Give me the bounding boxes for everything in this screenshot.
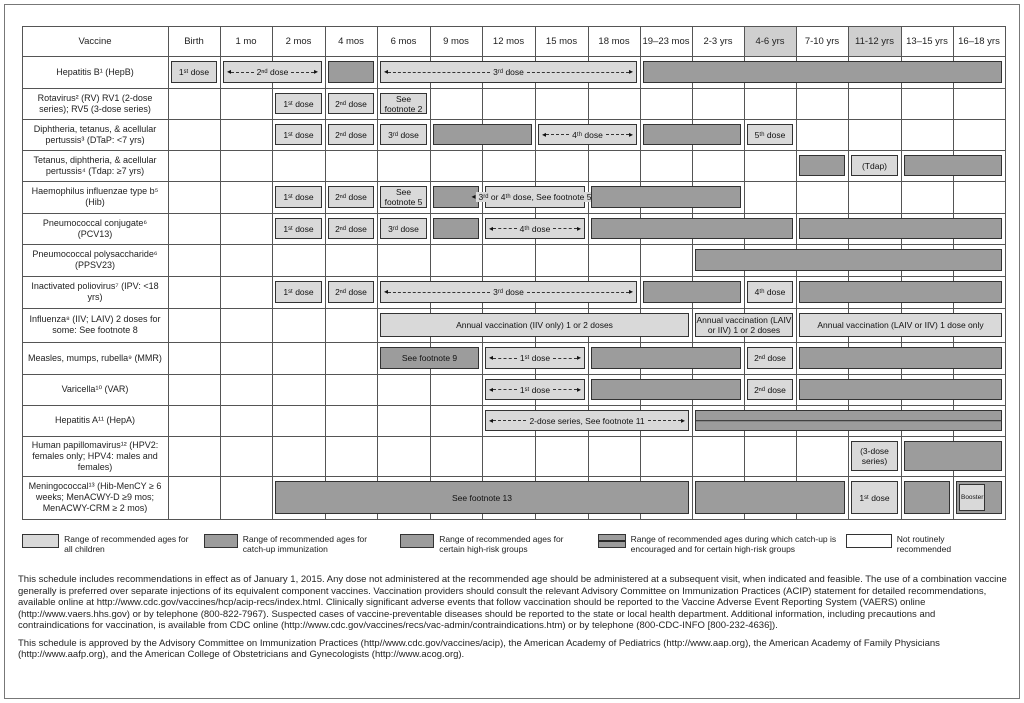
arrowhead-right-icon: ▸ <box>628 129 633 139</box>
grid-col-line <box>325 26 326 519</box>
booster-cell <box>956 481 1002 514</box>
dose-label: 2ⁿᵈ dose <box>754 384 786 395</box>
grid-col-line <box>588 26 589 519</box>
vaccine-name-1: Rotavirus² (RV) RV1 (2-dose series); RV5 (3-dose series) <box>37 92 153 114</box>
range-bar <box>904 155 1002 176</box>
dose-label: 2-dose series, See footnote 11 <box>526 416 647 426</box>
dose-box <box>851 441 898 471</box>
legend-swatch <box>598 534 626 548</box>
header-age-15: 16–18 yrs <box>958 35 1000 47</box>
grid-col-line <box>640 26 641 519</box>
vaccine-name-2: Diphtheria, tetanus, & acellular pertussis³ (DTaP: <7 yrs) <box>33 123 157 145</box>
grid-row-line <box>22 56 1006 57</box>
dose-label: 3ʳᵈ dose <box>388 129 419 140</box>
arrowhead-right-icon: ▸ <box>628 67 633 76</box>
dose-label: 1ˢᵗ dose <box>283 287 314 297</box>
legend-label: Range of recommended ages for certain high-risk groups <box>439 534 564 554</box>
arrowhead-right-icon: ▸ <box>576 353 581 362</box>
legend-item-band <box>598 534 838 554</box>
dose-box <box>380 347 479 369</box>
vaccine-name-9: Measles, mumps, rubella⁹ (MMR) <box>28 352 162 363</box>
dose-box <box>328 218 374 239</box>
arrow-dash <box>553 358 577 359</box>
header-age-1: 1 mo <box>235 35 257 47</box>
dose-range-arrow <box>485 347 585 369</box>
grid-row-line <box>22 213 1006 214</box>
dose-label: 2ⁿᵈ dose <box>335 287 367 297</box>
dose-label: 1ˢᵗ dose <box>283 223 314 234</box>
header-vaccine: Vaccine <box>78 35 112 47</box>
arrow-line <box>542 125 633 144</box>
arrow-dash <box>648 420 681 421</box>
dose-label: 1ˢᵗ dose <box>517 353 553 363</box>
vaccine-name-4: Haemophilus influenzae type b⁵ (Hib) <box>31 186 159 207</box>
grid-col-line <box>22 26 23 519</box>
range-bar <box>591 347 741 369</box>
header-age-13: 11-12 yrs <box>848 26 901 56</box>
dose-label: 2ⁿᵈ dose <box>335 192 367 202</box>
header-age-0: Birth <box>184 35 204 47</box>
grid-row-line <box>22 181 1006 182</box>
grid-col-line <box>535 26 536 519</box>
dose-box <box>328 186 374 208</box>
dose-label: See footnote 5 <box>384 187 423 207</box>
dose-label: Annual vaccination (LAIV or IIV) 1 or 2 doses <box>696 315 792 335</box>
arrowhead-right-icon: ▸ <box>681 415 686 425</box>
legend-label: Range of recommended ages for catch-up immunization <box>242 534 368 554</box>
arrowhead-left-icon: ◂ <box>542 129 547 139</box>
grid-row-line <box>22 405 1006 406</box>
arrow-dash <box>553 389 577 390</box>
arrow-dash <box>291 72 314 73</box>
range-bar <box>799 218 1002 239</box>
vaccine-name-8: Influenza⁸ (IIV; LAIV) 2 doses for some: See footnote 8 <box>29 314 161 335</box>
dose-box <box>747 347 793 369</box>
arrowhead-left-icon: ◂ <box>471 192 476 201</box>
dose-box <box>275 124 322 145</box>
dose-range-arrow <box>380 61 637 83</box>
legend-item-rec <box>22 534 192 554</box>
arrow-dash <box>527 292 629 293</box>
dose-box <box>275 218 322 239</box>
header-age-3: 4 mos <box>338 35 364 47</box>
header-age-6: 12 mos <box>492 35 525 47</box>
grid-row-line <box>22 308 1006 309</box>
arrow-line <box>227 62 318 82</box>
arrow-dash <box>527 72 629 73</box>
range-bar <box>643 61 1002 83</box>
arrowhead-left-icon: ◂ <box>227 67 232 76</box>
dose-box <box>380 124 427 145</box>
dose-label: See footnote 9 <box>401 353 458 363</box>
dose-box <box>799 313 1002 337</box>
range-bar <box>695 249 1002 271</box>
grid-col-line <box>220 26 221 519</box>
arrow-line <box>384 62 633 82</box>
dose-range-arrow <box>485 410 689 431</box>
grid-row-line <box>22 244 1006 245</box>
arrowhead-left-icon: ◂ <box>489 353 494 362</box>
dose-label: 2ⁿᵈ dose <box>335 98 367 109</box>
range-bar <box>799 347 1002 369</box>
arrow-line <box>471 187 592 207</box>
dose-box <box>275 186 322 208</box>
range-bar <box>591 379 741 400</box>
dose-box <box>695 313 793 337</box>
booster-dose: Booster <box>959 484 985 511</box>
grid-col-line <box>848 26 849 519</box>
dose-box <box>380 313 689 337</box>
legend-swatch <box>400 534 434 548</box>
vaccine-name-5: Pneumococcal conjugate⁶ (PCV13) <box>42 217 148 239</box>
grid-col-line <box>796 26 797 519</box>
vaccine-name-10: Varicella¹⁰ (VAR) <box>61 384 129 394</box>
arrow-line <box>489 380 581 399</box>
arrowhead-left-icon: ◂ <box>384 67 389 76</box>
range-bar <box>695 410 1002 431</box>
header-age-5: 9 mos <box>443 35 469 47</box>
header-age-4: 6 mos <box>390 35 417 47</box>
arrow-dash <box>231 72 254 73</box>
dose-label: 1ˢᵗ dose <box>859 492 890 503</box>
dose-box <box>851 481 898 514</box>
grid-row-line <box>22 374 1006 375</box>
dose-range-arrow <box>538 124 637 145</box>
legend-item-highrisk <box>400 534 590 554</box>
header-age-10: 2-3 yrs <box>703 35 733 47</box>
vaccine-name-13: Meningococcal¹³ (Hib-MenCY ≥ 6 weeks; MenACWY-D ≥9 mos; MenACWY-CRM ≥ 2 mos) <box>28 481 162 513</box>
dose-label: 5ᵗʰ dose <box>754 129 786 140</box>
dose-label: 4ᵗʰ dose <box>517 224 554 234</box>
dose-range-arrow <box>485 379 585 400</box>
vaccine-name-3: Tetanus, diphtheria, & acellular pertussis⁴ (Tdap: ≥7 yrs) <box>33 154 157 176</box>
header-age-12: 7-10 yrs <box>804 35 840 47</box>
dose-label: 1ˢᵗ dose <box>283 129 314 140</box>
dose-label: Annual vaccination (LAIV or IIV) 1 dose only <box>817 320 984 330</box>
legend-item-none <box>846 534 996 554</box>
legend <box>0 528 1024 568</box>
dose-box <box>747 379 793 400</box>
note-paragraph-1: This schedule includes recommendations in effect as of January 1, 2015. Any dose not administered at the recommended age should be administered at a subsequent visit, when indicated and feasible. The use of a combination vaccine generally is preferred over separate injections of its equivalent component vaccines. Vaccination providers should consult the relevant Advisory Committee on Immunization Practices (ACIP) statement for detailed recommendations, available online at http://www.cdc.gov/vaccines/hcp/acip-recs/index.html. Clinically significant adverse events that follow vaccination should be reported to the Vaccine Adverse Event Reporting System (VAERS) online (http://www.vaers.hhs.gov) or by telephone (800-822-7967). Suspected cases of vaccine-preventable diseases should be reported to the state or local health department. Additional information, including precautions and contraindications for vaccination, is available from CDC online (http://www.cdc.gov/vaccines/recs/vac-admin/contraindications.htm) or by telephone (800-CDC-INFO [800-232-4636]). <box>18 574 1007 631</box>
dose-box <box>275 281 322 303</box>
dose-label: 1ˢᵗ dose <box>283 98 314 109</box>
grid-row-line <box>22 119 1006 120</box>
arrowhead-left-icon: ◂ <box>489 223 494 233</box>
dose-label: Annual vaccination (IIV only) 1 or 2 doses <box>456 320 613 330</box>
legend-item-catchup <box>204 534 389 554</box>
note-paragraph-2: This schedule is approved by the Advisory Committee on Immunization Practices (http//www.cdc.gov/vaccines/acip), the American Academy of Pediatrics (http://www.aap.org), the American Academy of Family Physicians (http://www.aafp.org), and the American College of Obstetricians and Gynecologists (http://www.acog.org). <box>18 637 940 660</box>
vaccine-name-7: Inactivated poliovirus⁷ (IPV: <18 yrs) <box>31 281 159 302</box>
grid-col-line <box>377 26 378 519</box>
dose-label: 3ʳᵈ dose <box>388 223 419 234</box>
dose-box <box>328 93 374 114</box>
dose-box <box>275 93 322 114</box>
grid-row-line <box>22 150 1006 151</box>
grid-row-line <box>22 436 1006 437</box>
arrow-dash <box>606 134 629 135</box>
legend-swatch <box>22 534 59 548</box>
dose-label: 2ⁿᵈ dose <box>254 67 292 77</box>
dose-label: 2ⁿᵈ dose <box>754 353 786 363</box>
header-age-7: 15 mos <box>545 35 578 47</box>
arrowhead-right-icon: ▸ <box>628 287 633 296</box>
arrow-dash <box>493 358 517 359</box>
grid-row-line <box>22 88 1006 89</box>
dose-box <box>328 281 374 303</box>
dose-label: 4ᵗʰ dose <box>754 287 786 297</box>
grid-col-line <box>272 26 273 519</box>
grid-row-line <box>22 26 1006 27</box>
range-bar <box>328 61 374 83</box>
arrowhead-left-icon: ◂ <box>489 415 494 425</box>
header-age-14: 13–15 yrs <box>906 35 948 47</box>
dose-box <box>328 124 374 145</box>
dose-label: 2ⁿᵈ dose <box>335 223 367 234</box>
dose-box <box>747 281 793 303</box>
range-bar <box>643 281 741 303</box>
arrowhead-right-icon: ▸ <box>313 67 318 76</box>
vaccine-name-0: Hepatitis B¹ (HepB) <box>56 66 134 77</box>
arrowhead-right-icon: ▸ <box>576 384 581 394</box>
footnotes <box>18 574 1008 667</box>
dose-label: 1ˢᵗ dose <box>517 385 553 395</box>
arrow-line <box>384 282 633 302</box>
arrow-dash <box>388 72 490 73</box>
dose-label: (Tdap) <box>861 160 888 171</box>
dose-box <box>275 481 689 514</box>
vaccine-name-6: Pneumococcal polysaccharide⁶ (PPSV23) <box>32 249 158 270</box>
legend-label: Not routinely recommended <box>896 534 952 554</box>
legend-swatch <box>846 534 892 548</box>
arrow-dash <box>546 134 569 135</box>
arrow-dash <box>493 228 517 229</box>
grid-col-line <box>744 26 745 519</box>
dose-box <box>380 218 427 239</box>
dose-label: 3ʳᵈ dose <box>490 287 527 297</box>
range-bar <box>799 155 845 176</box>
dose-label: 3ʳᵈ dose <box>490 67 527 77</box>
dose-label: See footnote 2 <box>384 93 423 114</box>
dose-label: (3-dose series) <box>860 446 889 466</box>
grid-row-line <box>22 276 1006 277</box>
grid-col-line <box>430 26 431 519</box>
dose-label: See footnote 13 <box>451 492 513 503</box>
arrow-line <box>489 219 581 238</box>
dose-range-arrow <box>485 218 585 239</box>
arrow-dash <box>388 292 490 293</box>
range-bar <box>591 186 741 208</box>
grid-col-line <box>168 26 169 519</box>
dose-box <box>171 61 217 83</box>
vaccine-name-12: Human papillomavirus¹² (HPV2: females only; HPV4: males and females) <box>31 439 159 472</box>
range-bar <box>591 218 793 239</box>
header-age-11: 4-6 yrs <box>744 26 796 56</box>
legend-swatch-line <box>599 540 625 542</box>
dose-box <box>747 124 793 145</box>
legend-label: Range of recommended ages for all children <box>64 534 189 554</box>
header-age-9: 19–23 mos <box>642 35 690 47</box>
dose-label: 1ˢᵗ dose <box>178 67 210 77</box>
grid-row-line <box>22 519 1006 520</box>
range-bar <box>799 281 1002 303</box>
grid-row-line <box>22 476 1006 477</box>
arrowhead-right-icon: ▸ <box>576 223 581 233</box>
legend-label: Range of recommended ages during which catch-up is encouraged and for certain high-risk groups <box>630 534 837 554</box>
dose-range-arrow <box>471 186 592 208</box>
range-bar <box>799 379 1002 400</box>
arrow-dash <box>493 420 526 421</box>
grid-col-line <box>901 26 902 519</box>
dose-box <box>380 186 427 208</box>
dose-box <box>380 93 427 114</box>
arrow-dash <box>553 228 577 229</box>
range-bar <box>433 124 532 145</box>
range-bar <box>904 481 950 514</box>
arrow-line <box>489 348 581 368</box>
dose-box <box>851 155 898 176</box>
dose-label: 2ⁿᵈ dose <box>335 129 367 140</box>
dose-range-arrow <box>223 61 322 83</box>
vaccine-name-11: Hepatitis A¹¹ (HepA) <box>54 415 136 425</box>
range-bar <box>643 124 741 145</box>
arrowhead-left-icon: ◂ <box>489 384 494 394</box>
dose-label: 4ᵗʰ dose <box>569 130 606 140</box>
header-age-8: 18 mos <box>598 35 630 47</box>
grid-col-line <box>482 26 483 519</box>
range-bar <box>904 441 1002 471</box>
range-bar <box>433 218 479 239</box>
range-bar <box>695 481 845 514</box>
arrowhead-left-icon: ◂ <box>384 287 389 296</box>
grid-col-line <box>692 26 693 519</box>
dose-label: 3ʳᵈ or 4ᵗʰ dose, See footnote 5 <box>476 192 595 202</box>
dose-range-arrow <box>380 281 637 303</box>
grid-col-line <box>1005 26 1006 519</box>
arrow-dash <box>493 389 517 390</box>
legend-swatch <box>204 534 238 548</box>
grid-row-line <box>22 342 1006 343</box>
arrow-line <box>489 411 685 430</box>
header-age-2: 2 mos <box>285 35 312 47</box>
dose-label: 1ˢᵗ dose <box>283 192 314 202</box>
